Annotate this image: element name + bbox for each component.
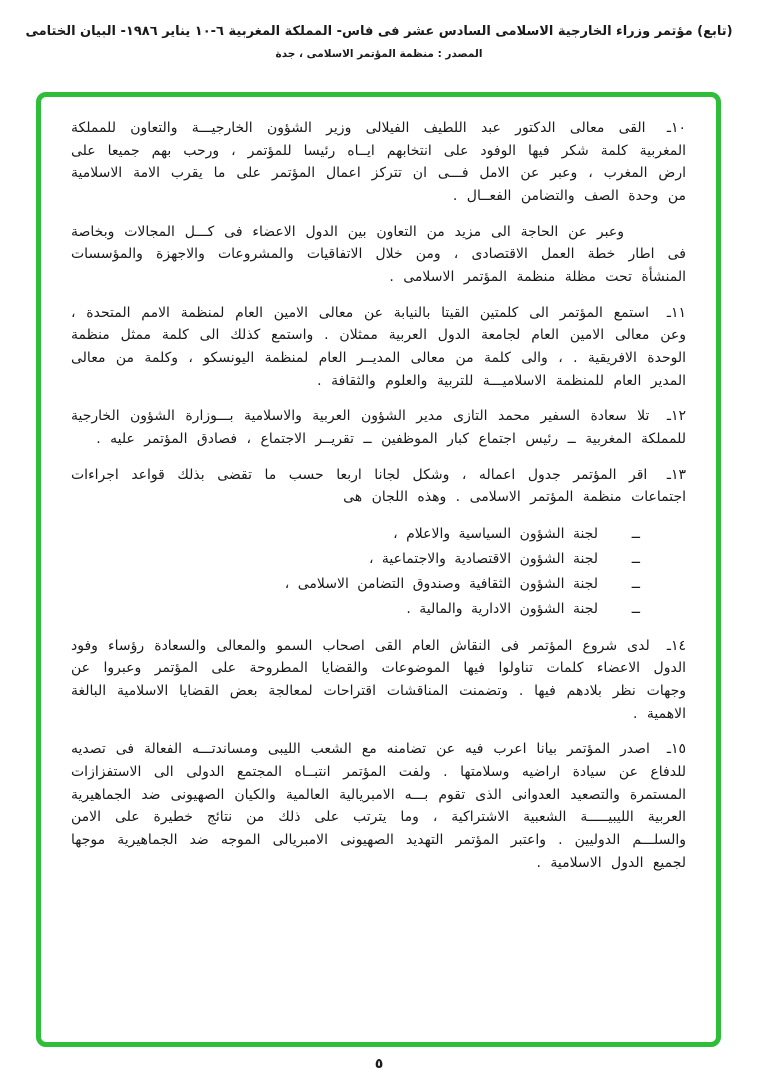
committee-label: لجنة الشؤون الاقتصادية والاجتماعية ، bbox=[368, 550, 598, 567]
paragraph-10-number: ١٠ـ bbox=[666, 120, 686, 136]
paragraph-10 bbox=[71, 117, 686, 208]
paragraph-11-text: استمع المؤتمر الى كلمتين القيتا بالنيابة عن معالى الامين العام لمنظمة الامم المتحدة ، وعن معالى الامين العام لجامعة الدول العربية ممثلان . واستمع كذلك الى كلمة ممثل منظمة الوحدة الافريقية . ، والى كلمة من معالى المديــر العام لمنظمة اليونسكو ، وكلمة من معالى المدير العام للمنظمة الاسلاميـــة للتربية والعلوم والثقافة . bbox=[71, 304, 686, 389]
committee-list bbox=[71, 522, 640, 622]
paragraph-12-number: ١٢ـ bbox=[666, 408, 687, 425]
paragraph-13-number: ١٣ـ bbox=[666, 466, 687, 483]
committee-label: لجنة الشؤون السياسية والاعلام ، bbox=[393, 526, 598, 543]
committee-list-item bbox=[71, 522, 640, 547]
paragraph-15 bbox=[71, 738, 686, 874]
dash-marker: ــ bbox=[631, 600, 640, 617]
document-title: (تابع) مؤتمر وزراء الخارجية الاسلامى السادس عشر فى فاس- المملكة المغربية ٦-١٠ يناير ١٩٨٦- البيان الختامى bbox=[25, 24, 733, 39]
committee-label: لجنة الشؤون الثقافية وصندوق التضامن الاسلامى ، bbox=[284, 575, 598, 592]
dash-marker: ــ bbox=[631, 575, 640, 592]
paragraph-13-text: اقر المؤتمر جدول اعماله ، وشكل لجانا اربعا حسب ما تقضى بذلك قواعد اجراءات اجتماعات منظمة المؤتمر الاسلامى . وهذه اللجان هى bbox=[71, 466, 686, 506]
content-box bbox=[36, 92, 721, 1047]
paragraph-12 bbox=[71, 405, 686, 450]
paragraph-14-number: ١٤ـ bbox=[666, 637, 686, 654]
dash-marker: ــ bbox=[631, 526, 640, 543]
paragraph-15-text: اصدر المؤتمر بيانا اعرب فيه عن تضامنه مع الشعب الليبى ومساندتـــه الفعالة فى تصديه للدفاع عن سيادة اراضيه وسلامتها . ولفت المؤتمر انتبــاه المجتمع الدولى الى الاستفزازات المستمرة والتصعيد العدوانى الذى تقوم بـــه الامبريالية العالمية والكيان الصهيونى ضد الجماهيرية العربية الليبيـــــة الشعبية الاشتراكية ، وما يترتب على ذلك من نتائج خطيرة على الامن والسلـــم الدوليين . واعتبر المؤتمر التهديد الصهيونى الامبريالى الموجه ضد الجماهيرية موجها لجميع الدول الاسلامية . bbox=[71, 741, 686, 871]
paragraph-15-number: ١٥ـ bbox=[666, 741, 687, 758]
document-header bbox=[0, 0, 758, 60]
document-source: المصدر : منظمة المؤتمر الاسلامى ، جدة bbox=[275, 48, 483, 60]
paragraph-10-text: القى معالى الدكتور عبد اللطيف الفيلالى وزير الشؤون الخارجيـــة والتعاون للمملكة المغربية كلمة شكر فيها الوفود على انتخابهم ايــاه رئيسا للمؤتمر ، ورحب بهم جميعا على ارض المغرب ، وعبر عن الامل فـــى ان تتركز اعمال المؤتمر على ما يقرب الامة الاسلامية من وحدة الصف والتضامن الفعــال . bbox=[71, 120, 686, 205]
committee-list-item bbox=[71, 597, 640, 622]
page-number: ٥ bbox=[374, 1056, 384, 1072]
committee-list-item bbox=[71, 547, 640, 572]
paragraph-12-text: تلا سعادة السفير محمد التازى مدير الشؤون العربية والاسلامية بـــوزارة الشؤون الخارجية للمملكة المغربية ــ رئيس اجتماع كبار الموظفين ــ تقريــر الاجتماع ، فصادق المؤتمر عليه . bbox=[71, 408, 686, 448]
paragraph-13 bbox=[71, 464, 686, 509]
page-footer bbox=[0, 1053, 758, 1072]
paragraph-10-continuation bbox=[71, 221, 686, 289]
committee-list-item bbox=[71, 572, 640, 597]
paragraph-11-number: ١١ـ bbox=[666, 304, 686, 321]
paragraph-14 bbox=[71, 635, 686, 726]
paragraph-11 bbox=[71, 302, 686, 393]
committee-label: لجنة الشؤون الادارية والمالية . bbox=[406, 600, 598, 617]
paragraph-14-text: لدى شروع المؤتمر فى النقاش العام القى اصحاب السمو والمعالى والسعادة رؤساء وفود الدول الاعضاء كلمات تناولوا فيها الموضوعات والقضايا المطروحة على المؤتمر وعبروا عن وجهات نظر بلادهم فيها . وتضمنت المناقشات اقتراحات لمعالجة بعض القضايا الاسلامية البالغة الاهمية . bbox=[71, 637, 686, 722]
dash-marker: ــ bbox=[631, 550, 640, 567]
paragraph-10-continuation-text: وعبر عن الحاجة الى مزيد من التعاون بين الدول الاعضاء فى كـــل المجالات وبخاصة فى اطار خطة العمل الاقتصادى ، ومن خلال الاتفاقيات والمشروعات والاجهزة والمؤسسات المنشأة تحت مظلة منظمة المؤتمر الاسلامى . bbox=[71, 223, 686, 286]
